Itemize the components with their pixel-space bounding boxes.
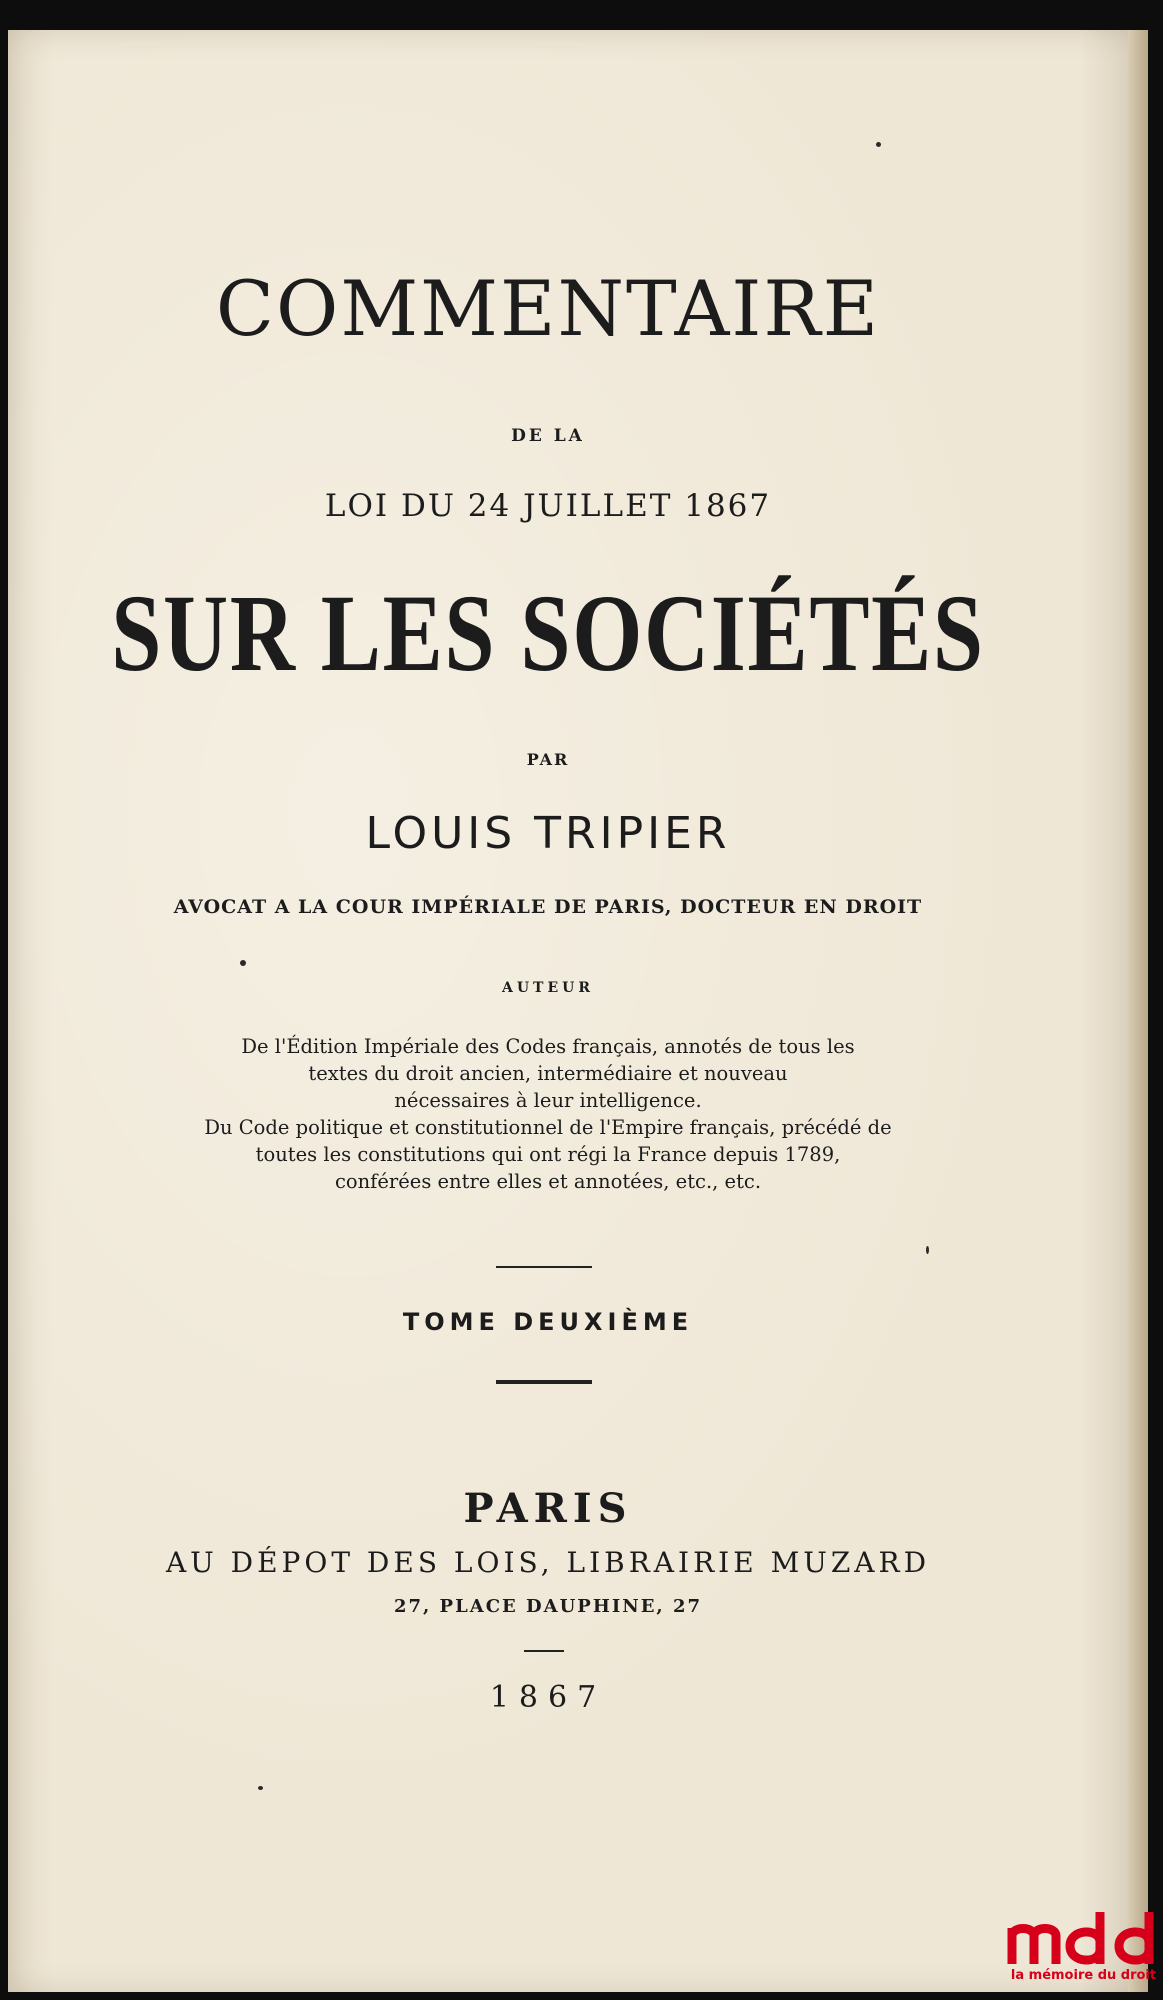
paper-speck: [876, 142, 881, 147]
paper-speck: [926, 1246, 929, 1254]
works-line: nécessaires à leur intelligence.: [394, 1089, 702, 1112]
mdd-logo-icon: [1004, 1898, 1163, 1970]
volume-label: TOME DEUXIÈME: [402, 1308, 694, 1336]
divider-rule: [524, 1650, 564, 1652]
imprint-city: PARIS: [463, 1485, 633, 1532]
works-line: toutes les constitutions qui ont régi la France depuis 1789,: [255, 1143, 841, 1166]
imprint-publisher: AU DÉPOT DES LOIS, LIBRAIRIE MUZARD: [165, 1546, 931, 1579]
title-page: [8, 30, 1148, 1992]
watermark-tagline: la mémoire du droit: [1010, 1968, 1157, 1983]
author-name: LOUIS TRIPIER: [365, 808, 731, 859]
title-connector: DE LA: [511, 426, 585, 446]
imprint-address: 27, PLACE DAUPHINE, 27: [393, 1596, 703, 1617]
works-heading: AUTEUR: [501, 980, 594, 996]
works-list: [8, 1033, 1088, 1195]
title-subject: SUR LES SOCIÉTÉS: [111, 572, 985, 694]
paper-speck: [240, 960, 246, 966]
author-by: PAR: [526, 750, 570, 769]
paper-speck: [258, 1786, 263, 1790]
divider-rule: [496, 1266, 592, 1268]
works-line: textes du droit ancien, intermédiaire et nouveau: [308, 1062, 788, 1085]
works-line: De l'Édition Impériale des Codes français, annotés de tous les: [241, 1035, 855, 1058]
works-line: Du Code politique et constitutionnel de l'Empire français, précédé de: [204, 1116, 892, 1139]
title-law: LOI DU 24 JUILLET 1867: [324, 488, 772, 524]
library-watermark-logo: [1004, 1898, 1163, 2000]
works-line: conférées entre elles et annotées, etc., etc.: [334, 1170, 762, 1193]
imprint-year: 1867: [489, 1680, 607, 1715]
title-main: COMMENTAIRE: [215, 264, 881, 353]
author-credentials: AVOCAT A LA COUR IMPÉRIALE DE PARIS, DOCTEUR EN DROIT: [173, 896, 923, 918]
divider-rule: [496, 1380, 592, 1384]
page-edge: [1128, 30, 1148, 1992]
